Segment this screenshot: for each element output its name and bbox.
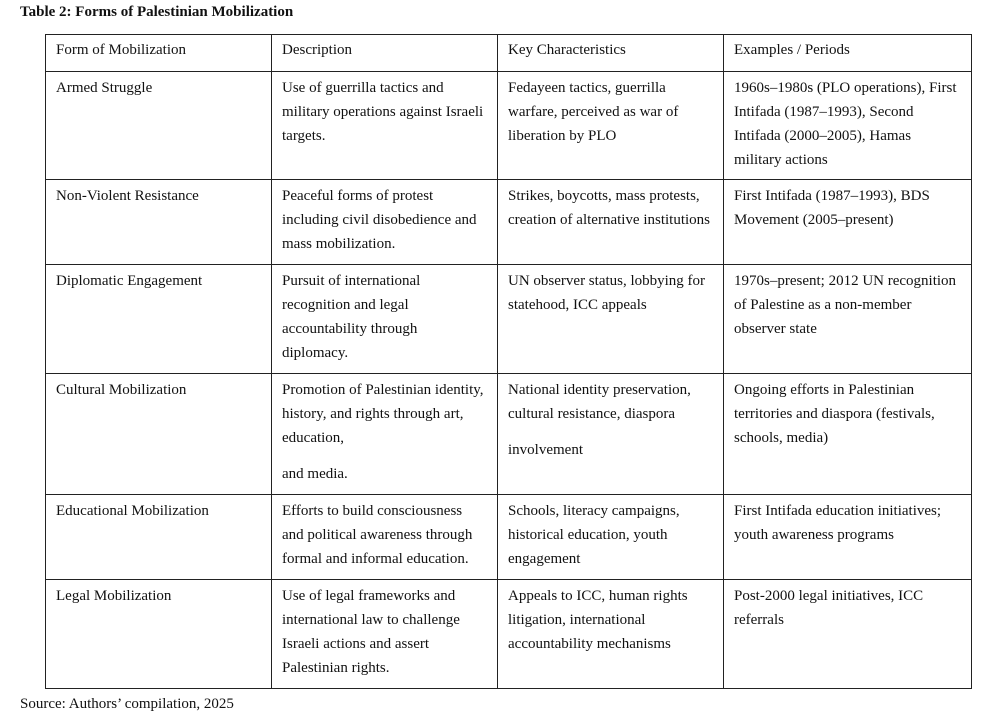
line-gap [282,450,487,462]
cell-examples: Post-2000 legal initiatives, ICC referrals [724,580,972,689]
table-row [46,374,972,495]
cell-characteristics-text: National identity preservation, cultural resistance, diaspora [508,382,691,422]
cell-characteristics: Appeals to ICC, human rights litigation, international accountability mechanisms [498,580,724,689]
cell-form: Armed Struggle [46,72,272,180]
cell-examples: 1960s–1980s (PLO operations), First Intifada (1987–1993), Second Intifada (2000–2005), Hamas military actions [724,72,972,180]
table-row [46,265,972,374]
cell-form: Diplomatic Engagement [46,265,272,374]
cell-characteristics-continuation: involvement [508,442,583,458]
cell-description: Use of guerrilla tactics and military operations against Israeli targets. [272,72,498,180]
cell-form: Cultural Mobilization [46,374,272,495]
line-gap [508,426,713,438]
cell-description: Peaceful forms of protest including civil disobedience and mass mobilization. [272,180,498,265]
cell-description-continuation: and media. [282,466,348,482]
header-characteristics: Key Characteristics [498,35,724,72]
cell-examples: First Intifada education initiatives; youth awareness programs [724,495,972,580]
cell-description: Use of legal frameworks and international law to challenge Israeli actions and assert Palestinian rights. [272,580,498,689]
cell-characteristics: Strikes, boycotts, mass protests, creation of alternative institutions [498,180,724,265]
mobilization-table [45,34,972,689]
header-form: Form of Mobilization [46,35,272,72]
header-description: Description [272,35,498,72]
cell-description: Pursuit of international recognition and legal accountability through diplomacy. [272,265,498,374]
cell-characteristics: UN observer status, lobbying for statehood, ICC appeals [498,265,724,374]
cell-description: Efforts to build consciousness and political awareness through formal and informal education. [272,495,498,580]
cell-examples: Ongoing efforts in Palestinian territories and diaspora (festivals, schools, media) [724,374,972,495]
cell-description-text: Promotion of Palestinian identity, history, and rights through art, education, [282,382,484,446]
table-caption: Table 2: Forms of Palestinian Mobilization [20,4,294,20]
table-source: Source: Authors’ compilation, 2025 [20,696,234,712]
cell-form: Legal Mobilization [46,580,272,689]
cell-characteristics [498,374,724,495]
table-row [46,72,972,180]
cell-examples: 1970s–present; 2012 UN recognition of Palestine as a non-member observer state [724,265,972,374]
table-row [46,495,972,580]
cell-characteristics: Fedayeen tactics, guerrilla warfare, perceived as war of liberation by PLO [498,72,724,180]
cell-form: Educational Mobilization [46,495,272,580]
table-row [46,180,972,265]
cell-description [272,374,498,495]
header-examples: Examples / Periods [724,35,972,72]
table-header-row [46,35,972,72]
cell-form: Non-Violent Resistance [46,180,272,265]
cell-examples: First Intifada (1987–1993), BDS Movement (2005–present) [724,180,972,265]
cell-characteristics: Schools, literacy campaigns, historical education, youth engagement [498,495,724,580]
table-row [46,580,972,689]
